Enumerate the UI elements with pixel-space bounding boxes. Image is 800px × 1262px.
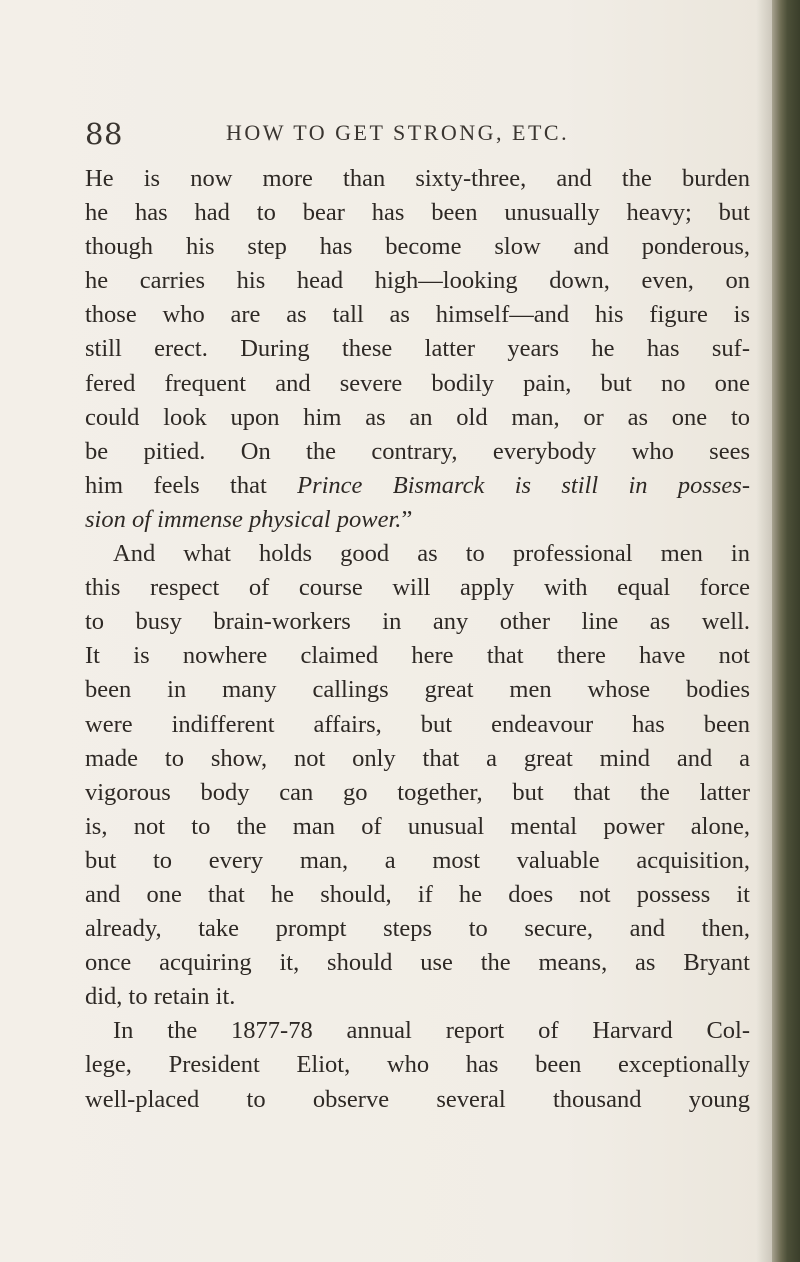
text-line: already, take prompt steps to secure, and then, — [85, 915, 750, 943]
running-head: HOW TO GET STRONG, ETC. — [226, 120, 570, 145]
text-line: though his step has become slow and ponderous, — [85, 233, 750, 261]
text-line: and one that he should, if he does not possess it — [85, 880, 750, 908]
text-line: did, to retain it. — [85, 983, 236, 1011]
text-italic: sion of immense physical power. — [85, 505, 402, 533]
text-line: this respect of course will apply with equal force — [85, 574, 750, 602]
text-line: those who are as tall as himself—and his figure is — [85, 301, 750, 329]
text-line: could look upon him as an old man, or as one to — [85, 403, 750, 431]
text-line: fered frequent and severe bodily pain, but no one — [85, 369, 750, 397]
text-roman: him feels that — [85, 471, 298, 499]
text-roman: ” — [401, 505, 413, 533]
text-line: vigorous body can go together, but that the latter — [85, 778, 750, 806]
page-number: 88 — [85, 117, 123, 151]
text-line — [85, 503, 750, 537]
text-line: but to every man, a most valuable acquisition, — [85, 846, 750, 874]
page-header — [85, 117, 705, 153]
text-line — [85, 469, 750, 503]
page-gutter-shadow — [756, 0, 772, 1262]
text-line: It is nowhere claimed here that there have not — [85, 642, 750, 670]
text-line: lege, President Eliot, who has been exceptionally — [85, 1051, 750, 1079]
text-line: he has had to bear has been unusually heavy; but — [85, 199, 750, 227]
text-line: And what holds good as to professional men in — [113, 540, 750, 568]
text-line: well-placed to observe several thousand young — [85, 1085, 750, 1113]
text-line: once acquiring it, should use the means, as Bryant — [85, 949, 750, 977]
text-line: to busy brain-workers in any other line as well. — [85, 608, 750, 636]
book-binding-edge — [772, 0, 800, 1262]
text-line: made to show, not only that a great mind and a — [85, 744, 750, 772]
text-italic: Prince Bismarck is still in posses- — [297, 471, 750, 499]
text-line: been in many callings great men whose bodies — [85, 676, 750, 704]
text-line: were indifferent affairs, but endeavour has been — [85, 710, 750, 738]
text-line: be pitied. On the contrary, everybody who sees — [85, 437, 750, 465]
text-line: In the 1877-78 annual report of Harvard Col- — [113, 1017, 750, 1045]
text-line: he carries his head high—looking down, even, on — [85, 267, 750, 295]
text-line: is, not to the man of unusual mental power alone, — [85, 812, 750, 840]
text-line: He is now more than sixty-three, and the burden — [85, 165, 750, 192]
body-text — [85, 162, 750, 1117]
text-line: still erect. During these latter years he has suf- — [85, 335, 750, 363]
